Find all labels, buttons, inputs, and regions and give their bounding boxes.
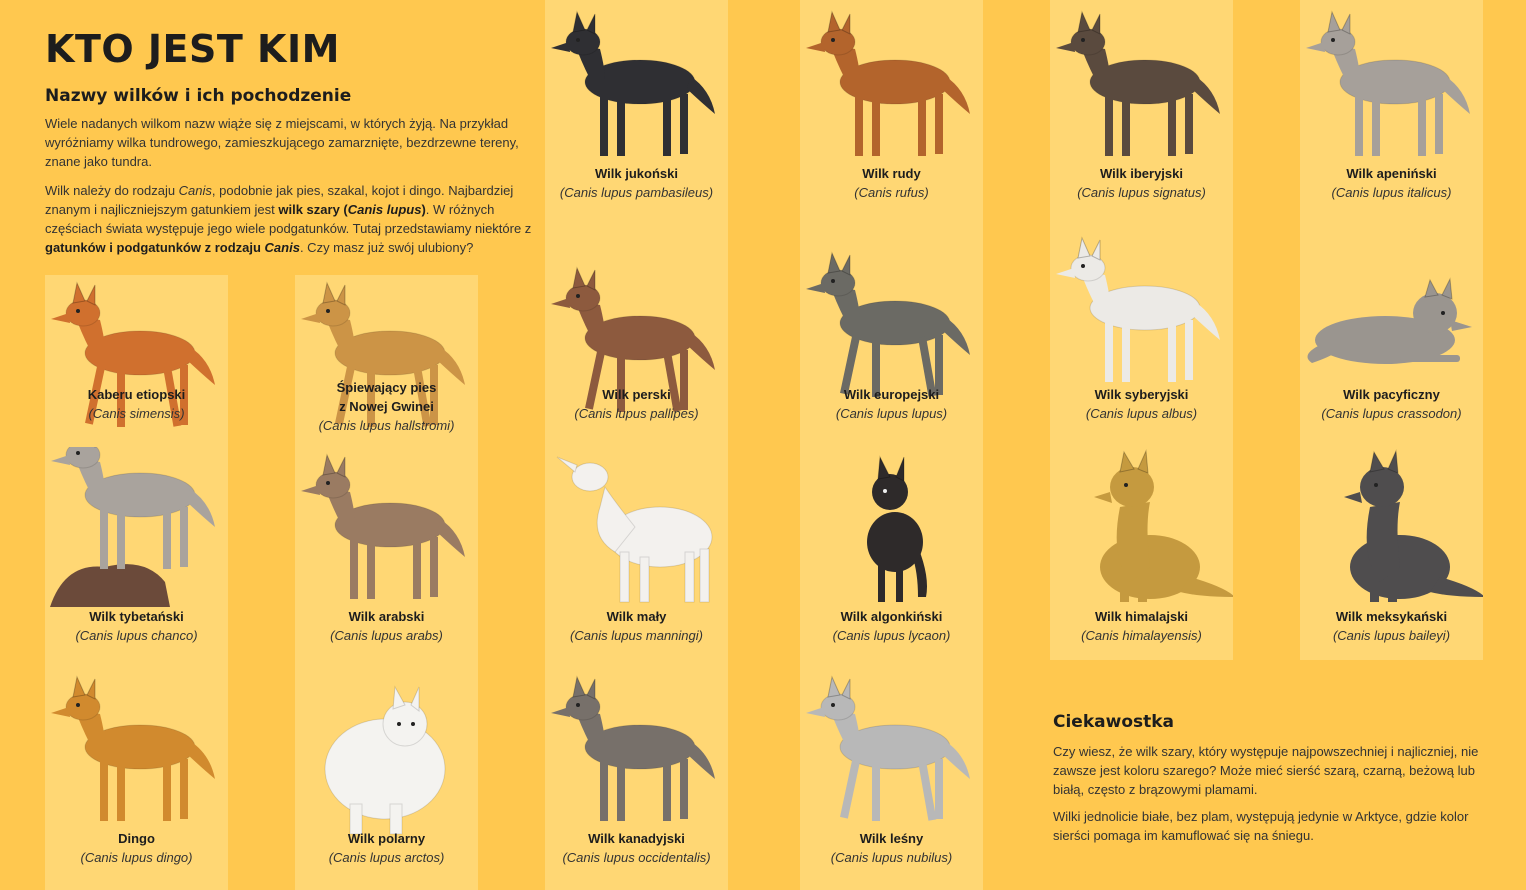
fact-title: Ciekawostka (1053, 712, 1175, 732)
wolf-latin-name: (Canis lupus dingo) (80, 850, 193, 865)
wolf-card (545, 437, 728, 659)
wolf-card (1050, 437, 1233, 659)
page-subtitle: Nazwy wilków i ich pochodzenie (45, 86, 352, 106)
wolf-latin-name: (Canis lupus hallstromi) (318, 418, 455, 433)
wolf-name: Wilk himalajski (1094, 609, 1189, 624)
wolf-card (1300, 265, 1483, 437)
wolf-latin-name: (Canis lupus crassodon) (1321, 406, 1462, 421)
wolf-name: Wilk polarny (347, 831, 426, 846)
wolf-card (1300, 437, 1483, 659)
wolf-name: Wilk pacyficzny (1343, 387, 1440, 402)
wolf-latin-name: (Canis lupus lupus) (835, 406, 948, 421)
wolf-label (295, 829, 478, 867)
wolf-card (1300, 0, 1483, 215)
wolf-label (1300, 164, 1483, 202)
wolf-card (800, 0, 983, 215)
wolf-label (1050, 164, 1233, 202)
intro-paragraph-2: Wilk należy do rodzaju Canis, podobnie jak pies, szakal, kojot i dingo. Najbardziej znanym i najliczniejszym gatunkiem jest wilk szary (Canis lupus). W różnych częściach świata występuje jego wiele podgatunków. Tutaj przedstawiamy niektóre z gatunków i podgatunków z rodzaju Canis. Czy masz już swój ulubiony? (45, 183, 532, 255)
wolf-latin-name: (Canis lupus pallipes) (574, 406, 699, 421)
wolf-latin-name: (Canis lupus albus) (1085, 406, 1198, 421)
page-title: KTO JEST KIM (45, 27, 340, 71)
wolf-name: Dingo (118, 831, 155, 846)
wolf-card (800, 659, 983, 890)
intro-paragraph-1: Wiele nadanych wilkom nazw wiąże się z miejscami, w których żyją. Na przykład wyróżniamy wilka tundrowego, zamieszkującego zamarznięte, bezdrzewne tereny, znane jako tundra. (45, 116, 519, 169)
wolf-name: Wilk europejski (843, 387, 940, 402)
wolf-card (45, 275, 228, 437)
fact-box (1053, 712, 1493, 853)
wolf-latin-name: (Canis lupus arctos) (328, 850, 445, 865)
wolf-name: Wilk rudy (862, 166, 921, 181)
wolf-latin-name: (Canis lupus arabs) (330, 628, 443, 643)
wolf-latin-name: (Canis lupus pambasileus) (559, 185, 714, 200)
wolf-label (800, 607, 983, 645)
wolf-card (45, 437, 228, 659)
wolf-latin-name: (Canis himalayensis) (1081, 628, 1202, 643)
fact-paragraph-2: Wilki jednolicie białe, bez plam, występują jedynie w Arktyce, gdzie kolor sierści pomaga im kamuflować się na śniegu. (1053, 809, 1469, 843)
wolf-label (545, 829, 728, 867)
wolf-latin-name: (Canis lupus chanco) (75, 628, 198, 643)
wolf-card (800, 437, 983, 659)
wolf-name: Wilk arabski (348, 609, 425, 624)
wolf-latin-name: (Canis lupus manningi) (570, 628, 703, 643)
wolf-name: Wilk kanadyjski (588, 831, 685, 846)
wolf-card (295, 437, 478, 659)
wolf-label (295, 607, 478, 645)
wolf-card (1050, 230, 1233, 437)
fact-paragraph-1: Czy wiesz, że wilk szary, który występuje najpowszechniej i najliczniej, nie zawsze jest koloru szarego? Może mieć sierść szarą, czarną, beżową lub białą, często z brązowymi plamami. (1053, 744, 1479, 797)
wolf-name: Wilk apeniński (1346, 166, 1437, 181)
wolf-label (1050, 385, 1233, 423)
wolf-label (545, 607, 728, 645)
wolf-name-line-2: z Nowej Gwinei (339, 399, 434, 414)
wolf-name: Wilk syberyjski (1094, 387, 1189, 402)
wolf-name: Wilk iberyjski (1100, 166, 1183, 181)
wolf-label (800, 385, 983, 423)
wolf-latin-name: (Canis lupus baileyi) (1332, 628, 1451, 643)
wolf-card (545, 659, 728, 890)
wolf-latin-name: (Canis lupus nubilus) (830, 850, 953, 865)
wolf-name: Wilk perski (602, 387, 671, 402)
wolf-card (545, 0, 728, 215)
wolf-card (1050, 0, 1233, 215)
wolf-latin-name: (Canis rufus) (854, 185, 929, 200)
wolf-latin-name: (Canis lupus lycaon) (832, 628, 951, 643)
wolf-card (545, 260, 728, 437)
wolf-latin-name: (Canis simensis) (88, 406, 185, 421)
wolf-label (1300, 607, 1483, 645)
wolf-label (45, 829, 228, 867)
wolf-latin-name: (Canis lupus italicus) (1331, 185, 1452, 200)
wolf-card (295, 275, 478, 437)
wolf-label (800, 829, 983, 867)
wolf-card (295, 659, 478, 890)
wolf-name: Kaberu etiopski (87, 387, 186, 402)
wolf-label (45, 385, 228, 423)
wolf-name: Wilk tybetański (89, 609, 184, 624)
wolf-label (545, 164, 728, 202)
wolf-label (1300, 385, 1483, 423)
wolf-label (1050, 607, 1233, 645)
wolf-name: Wilk meksykański (1335, 609, 1448, 624)
wolf-name: Wilk algonkiński (840, 609, 943, 624)
wolf-label (45, 607, 228, 645)
wolf-name: Wilk mały (606, 609, 667, 624)
wolf-name: Wilk leśny (859, 831, 924, 846)
wolf-card (45, 659, 228, 890)
wolf-label (295, 378, 478, 435)
wolf-name: Śpiewający pies (336, 380, 437, 395)
wolf-card (800, 245, 983, 437)
wolf-label (545, 385, 728, 423)
wolf-latin-name: (Canis lupus signatus) (1077, 185, 1206, 200)
wolf-label (800, 164, 983, 202)
intro-section (45, 28, 545, 267)
wolf-latin-name: (Canis lupus occidentalis) (562, 850, 711, 865)
wolf-name: Wilk jukoński (595, 166, 678, 181)
